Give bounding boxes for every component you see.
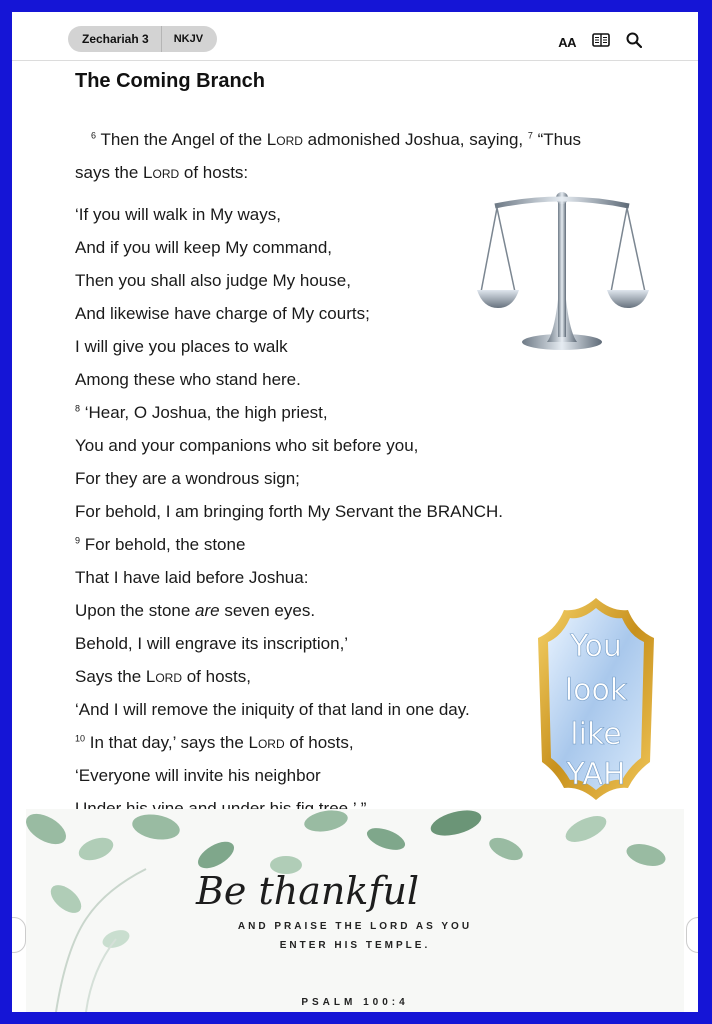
search-icon[interactable] — [626, 32, 642, 53]
verse-line: Says the Lord of hosts, — [75, 667, 251, 686]
banner-title: Be thankful — [196, 869, 420, 913]
verse-line: $^{10}$ In that day,’ says the Lord of hosts, — [75, 733, 354, 752]
verse-line: Then you shall also judge My house, — [75, 271, 351, 290]
verse-line: ‘If you will walk in My ways, — [75, 205, 281, 224]
verse-line: $^9$ For behold, the stone — [75, 535, 246, 554]
book-icon[interactable] — [592, 33, 610, 52]
mirror-word: YAH — [566, 757, 626, 792]
verse-number[interactable]: 9 — [75, 535, 81, 546]
font-size-button[interactable]: AA — [558, 35, 576, 50]
verse-line: And if you will keep My command, — [75, 238, 332, 257]
previous-chapter-button[interactable] — [12, 917, 26, 953]
passage-selector[interactable] — [68, 26, 217, 52]
app-window — [12, 12, 698, 1012]
verse-line: ‘Everyone will invite his neighbor — [75, 766, 321, 785]
verse-number[interactable]: 10 — [75, 733, 86, 744]
verse-number[interactable]: 6 — [91, 130, 97, 141]
version-button[interactable]: NKJV — [173, 33, 204, 45]
verse-line: says the Lord of hosts: — [75, 163, 249, 182]
next-chapter-button[interactable] — [686, 917, 698, 953]
verse-number[interactable]: 7 — [527, 130, 533, 141]
mirror-word: You — [570, 629, 622, 664]
verse-line: And likewise have charge of My courts; — [75, 304, 370, 323]
banner-reference: PSALM 100:4 — [301, 997, 409, 1008]
mirror-sticker — [532, 596, 660, 802]
book-chapter-button[interactable]: Zechariah 3 — [82, 32, 149, 46]
scales-sticker — [477, 182, 657, 352]
verse-line: ‘And I will remove the iniquity of that land in one day. — [75, 700, 470, 719]
toolbar-actions — [558, 32, 642, 53]
verse-line: Behold, I will engrave its inscription,’ — [75, 634, 349, 653]
verse-line: Among these who stand here. — [75, 370, 301, 389]
verse-line: For behold, I am bringing forth My Servant the BRANCH. — [75, 502, 504, 521]
banner-subtitle-line2: ENTER HIS TEMPLE. — [279, 940, 431, 951]
reader-toolbar — [12, 20, 698, 61]
verse-line: $^6$ Then the Angel of the Lord admonished Joshua, saying, $^7$ “Thus — [91, 130, 582, 149]
verse-line: That I have laid before Joshua: — [75, 568, 309, 587]
verse-line: $^8$ ‘Hear, O Joshua, the high priest, — [75, 403, 328, 422]
mirror-word: look — [564, 673, 628, 708]
verse-line: You and your companions who sit before you, — [75, 436, 419, 455]
banner-subtitle-line1: AND PRAISE THE LORD AS YOU — [237, 921, 473, 932]
verse-line: For they are a wondrous sign; — [75, 469, 300, 488]
verse-number[interactable]: 8 — [75, 403, 81, 414]
verse-line: I will give you places to walk — [75, 337, 288, 356]
verse-line: Upon the stone are seven eyes. — [75, 601, 316, 620]
mirror-word: like — [570, 717, 622, 752]
section-heading: The Coming Branch — [75, 70, 266, 92]
be-thankful-banner — [26, 809, 684, 1012]
